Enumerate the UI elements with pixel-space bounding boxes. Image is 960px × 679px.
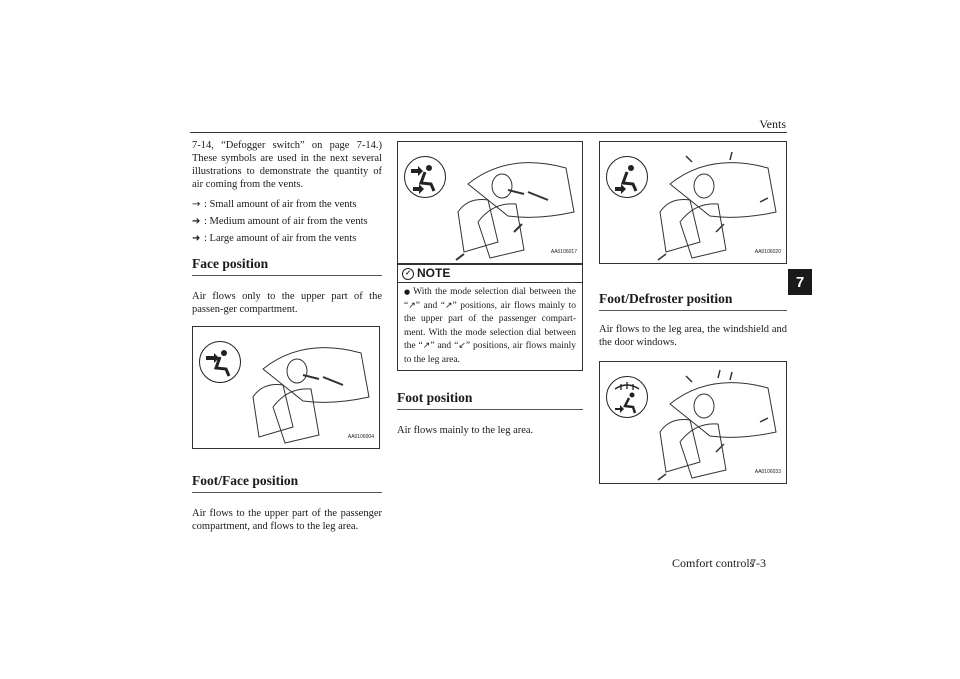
footer-section-label: Comfort controls: [672, 556, 755, 570]
foot-mode-symbol-icon: ↙: [458, 341, 466, 351]
arrow-large-icon: ➜: [192, 233, 201, 244]
figure-code: AA0106020: [754, 249, 781, 255]
intro-paragraph: 7-14, “Defogger switch” on page 7-14.) These symbols are used in the next several illustrations to demonstrate the quantity of air coming from the vents.: [192, 140, 382, 190]
foot-face-mode-symbol-icon: ↗: [422, 341, 431, 351]
note-info-icon: ✓: [402, 268, 414, 280]
header-rule: [190, 132, 787, 133]
running-header-title: Vents: [759, 117, 786, 131]
bullet-icon: ●: [404, 288, 412, 296]
arrow-medium-icon: ➔: [192, 216, 201, 227]
foot-position-heading: Foot position: [397, 391, 583, 410]
note-header: ✓ NOTE: [398, 265, 582, 282]
face-position-heading: Face position: [192, 257, 382, 276]
arrow-small-icon: →: [192, 199, 201, 210]
foot-face-figure: [397, 141, 583, 264]
column-middle: [397, 139, 583, 437]
foot-figure: [599, 141, 787, 264]
foot-face-position-heading: Foot/Face position: [192, 474, 382, 493]
column-right: [599, 139, 787, 484]
arrow-large-legend: ➜ : Large amount of air from the vents: [192, 233, 357, 244]
arrow-medium-legend: ➔ : Medium amount of air from the vents: [192, 216, 368, 227]
face-position-text: Air flows only to the upper part of the passen-ger compartment.: [192, 291, 382, 315]
figure-code: AA0106017: [550, 249, 577, 255]
foot-face-mode-symbol-icon: ↗: [444, 300, 453, 311]
note-box: [397, 264, 583, 371]
face-position-figure: [192, 326, 380, 449]
foot-face-position-text: Air flows to the upper part of the passenger compartment, and flows to the leg area.: [192, 508, 382, 532]
foot-defroster-position-heading: Foot/Defroster position: [599, 292, 787, 311]
figure-code: AA0106033: [754, 469, 781, 475]
foot-defroster-position-text: Air flows to the leg area, the windshield and the door windows.: [599, 324, 787, 348]
footer-page-number: 7-3: [750, 556, 766, 570]
chapter-tab[interactable]: 7: [788, 269, 812, 295]
foot-position-text: Air flows mainly to the leg area.: [397, 425, 534, 436]
foot-defroster-figure: [599, 361, 787, 484]
face-mode-symbol-icon: ↗: [408, 300, 416, 311]
arrow-small-legend: → : Small amount of air from the vents: [192, 199, 357, 210]
column-left: [192, 139, 382, 533]
figure-code: AA0106004: [347, 434, 374, 440]
note-text: ● With the mode selection dial between the “↗” and “↗” positions, air flows mainly to the upper part of the passenger compart-ment. With the mode selection dial between the “↗” and “↙” positions, air flows mainly to the leg area.: [398, 282, 582, 370]
